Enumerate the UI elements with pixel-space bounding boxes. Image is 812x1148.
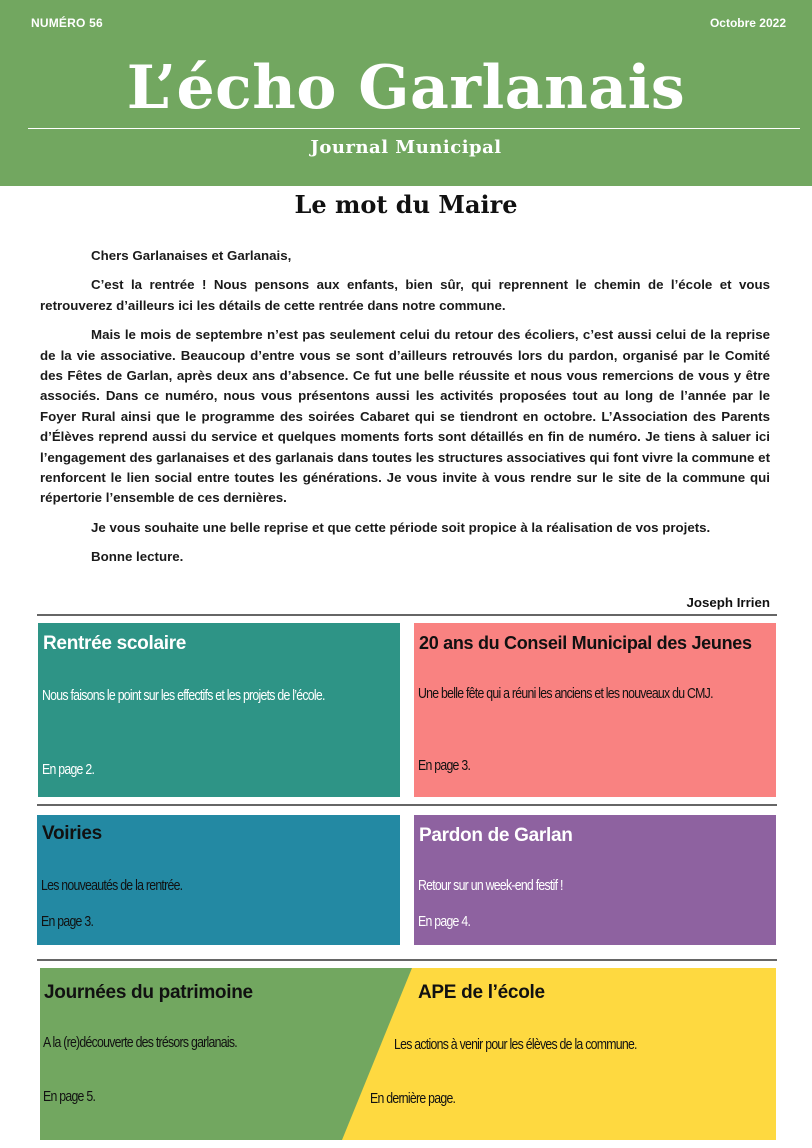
section-title: 20 ans du Conseil Municipal des Jeunes (419, 633, 752, 653)
section-voiries[interactable] (37, 815, 400, 945)
letter-salutation: Chers Garlanaises et Garlanais, (91, 248, 292, 263)
masthead-divider (28, 128, 800, 129)
section-title: Journées du patrimoine (44, 982, 253, 1003)
mayor-letter (40, 246, 770, 577)
split-section-block (40, 968, 776, 1140)
masthead (0, 0, 812, 186)
section-title: Rentrée scolaire (43, 633, 187, 654)
section-title: APE de l’école (418, 982, 545, 1003)
section-conseil-municipal-jeunes[interactable] (414, 623, 776, 797)
section-pardon-de-garlan[interactable] (414, 815, 776, 945)
letter-paragraph: Mais le mois de septembre n’est pas seulement celui du retour des écoliers, c’est aussi celui de la reprise de la vie associative. Beaucoup d’entre vous se sont d’ailleurs retrouvés lors du pardon, organisé par le Comité des Fêtes de Garlan, après deux ans d’absence. Ce fut une belle réussite et nous vous remercions de vous y être associés. Dans ce numéro, nous vous présentons aussi les activités proposées tout au long de l’année par le Foyer Rural ainsi que le programme des soirées Cabaret qui se tiendront en octobre. L’Association des Parents d’Élèves reprend aussi du service et quelques moments forts sont détaillés en fin de numéro. Je tiens à saluer ici l’engagement des garlanaises et des garlanais dans toutes les structures associatives qui font vivre la commune et renforcent le lien social entre toutes les générations. Je vous invite à vous rendre sur le site de la commune qui répertorie l’ensemble de ces dernières. (40, 327, 770, 506)
section-description: Les nouveautés de la rentrée. (41, 877, 183, 894)
section-rentree-scolaire[interactable] (38, 623, 400, 797)
issue-number: NUMÉRO 56 (31, 16, 103, 30)
section-divider (37, 959, 777, 961)
section-page-reference: En page 3. (418, 757, 471, 774)
section-page-reference: En page 5. (43, 1088, 96, 1105)
issue-date: Octobre 2022 (709, 16, 786, 30)
section-page-reference: En page 4. (418, 913, 471, 930)
letter-paragraph: Je vous souhaite une belle reprise et que cette période soit propice à la réalisation de vos projets. (91, 519, 711, 535)
letter-closing: Bonne lecture. (91, 549, 184, 565)
section-description: A la (re)découverte des trésors garlanais. (43, 1034, 237, 1051)
section-title: Pardon de Garlan (419, 825, 573, 846)
mayor-signature: Joseph Irrien (686, 595, 770, 610)
section-page-reference: En page 3. (41, 913, 94, 930)
section-description: Une belle fête qui a réuni les anciens et les nouveaux du CMJ. (418, 685, 713, 702)
newspaper-title: L’écho Garlanais (126, 53, 686, 123)
section-divider (37, 804, 777, 806)
editorial-title: Le mot du Maire (294, 190, 518, 219)
section-description: Retour sur un week-end festif ! (418, 877, 563, 894)
section-divider (37, 614, 777, 616)
section-page-reference: En dernière page. (370, 1090, 456, 1107)
section-description: Les actions à venir pour les élèves de la commune. (394, 1036, 637, 1053)
newspaper-subtitle: Journal Municipal (310, 137, 502, 158)
letter-paragraph: C’est la rentrée ! Nous pensons aux enfants, bien sûr, qui reprennent le chemin de l’école et vous retrouverez d’ailleurs ici les détails de cette rentrée dans notre commune. (40, 277, 770, 313)
section-page-reference: En page 2. (42, 761, 95, 778)
section-description: Nous faisons le point sur les effectifs et les projets de l’école. (42, 687, 325, 704)
section-title: Voiries (42, 823, 102, 844)
